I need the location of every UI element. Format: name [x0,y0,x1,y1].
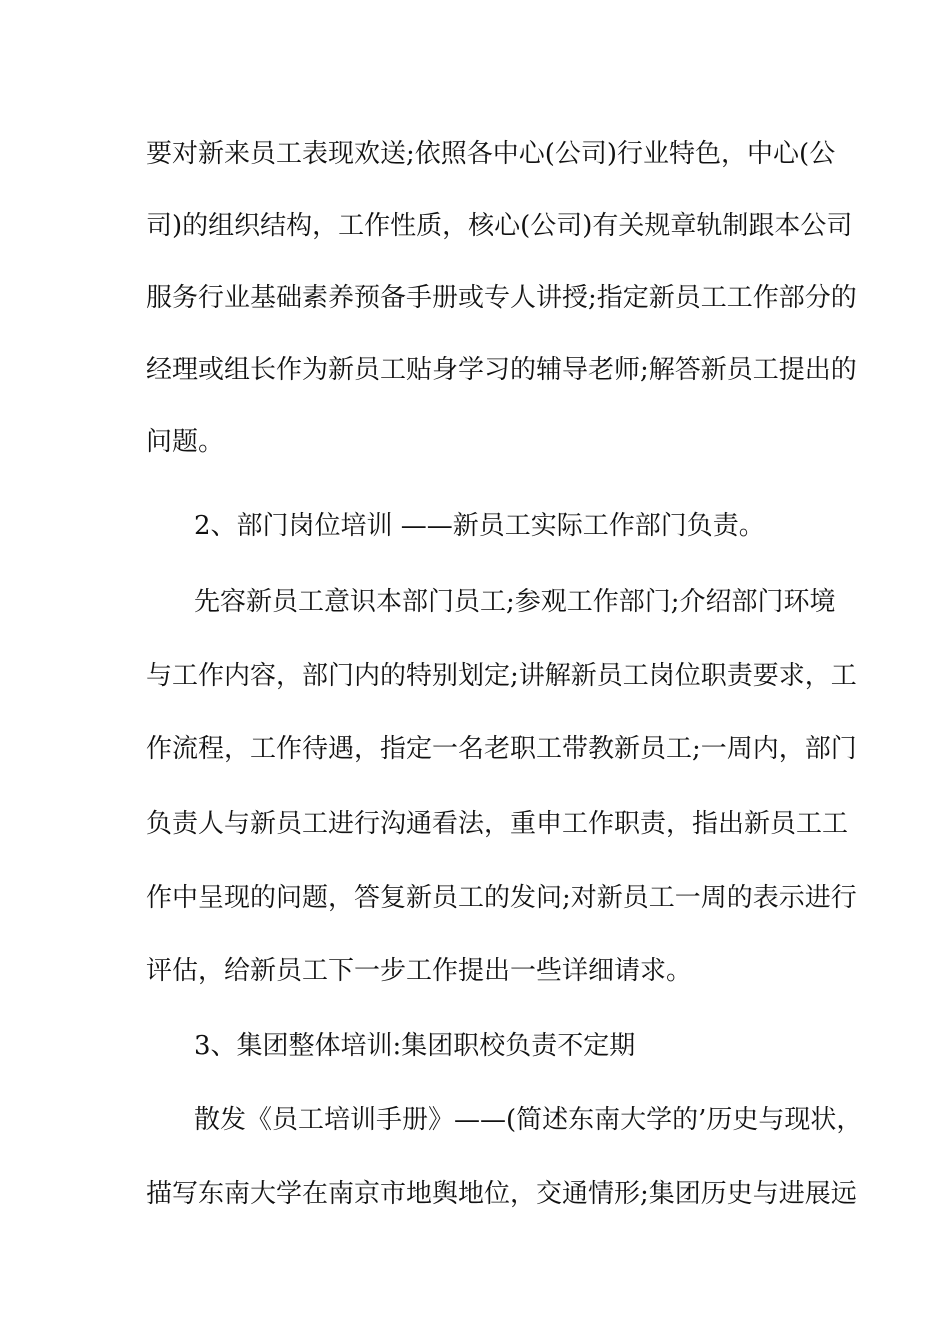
section-heading: 3、集团整体培训:集团职校负责不定期 [194,1031,636,1061]
paragraph-line: 问题。 [146,427,225,457]
paragraph-line: 服务行业基础素养预备手册或专人讲授;指定新员工工作部分的 [146,283,857,313]
paragraph-line: 评估，给新员工下一步工作提出一些详细请求。 [146,956,693,986]
paragraph-line: 负责人与新员工进行沟通看法，重申工作职责，指出新员工工 [146,809,849,839]
paragraph-line: 描写东南大学在南京市地舆地位，交通情形;集团历史与进展远 [146,1179,857,1209]
paragraph-line: 散发《员工培训手册》——(简述东南大学的’历史与现状， [194,1105,863,1135]
paragraph-line: 与工作内容，部门内的特别划定;讲解新员工岗位职责要求，工 [146,661,857,691]
section-heading: 2、部门岗位培训 ——新员工实际工作部门负责。 [194,511,765,541]
paragraph-line: 作中呈现的问题，答复新员工的发问;对新员工一周的表示进行 [146,883,857,913]
paragraph-line: 司)的组织结构，工作性质，核心(公司)有关规章轨制跟本公司 [146,211,853,241]
paragraph-line: 作流程，工作待遇，指定一名老职工带教新员工;一周内，部门 [146,734,857,764]
paragraph-line: 经理或组长作为新员工贴身学习的辅导老师;解答新员工提出的 [146,355,857,385]
paragraph-line: 先容新员工意识本部门员工;参观工作部门;介绍部门环境 [194,587,836,617]
paragraph-line: 要对新来员工表现欢送;依照各中心(公司)行业特色，中心(公 [146,139,836,169]
